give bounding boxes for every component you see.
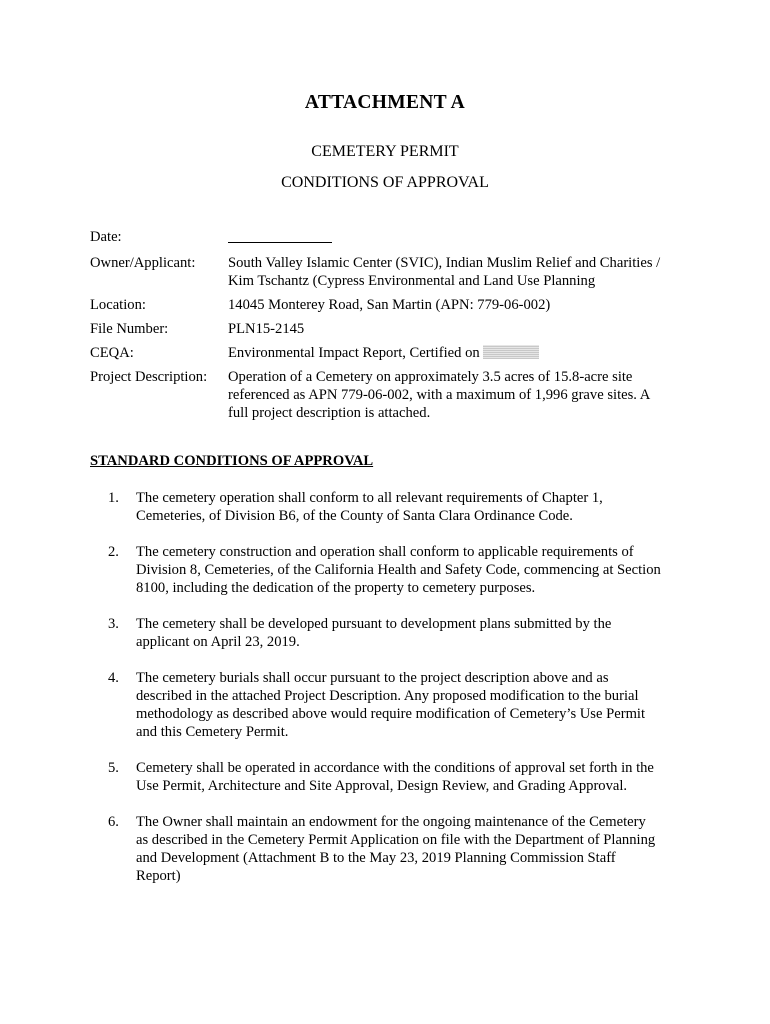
condition-line: The cemetery operation shall conform to all relevant requirements of Chapter 1, [136, 490, 603, 506]
condition-number: 6. [108, 814, 119, 830]
condition-number: 5. [108, 760, 119, 776]
section-heading: STANDARD CONDITIONS OF APPROVAL [90, 453, 374, 469]
ceqa-value: Environmental Impact Report, Certified on [228, 345, 480, 361]
redacted-date-box [483, 345, 539, 359]
owner-row [90, 254, 690, 290]
location-row [90, 296, 690, 314]
file-number-row [90, 320, 690, 338]
condition-line: The Owner shall maintain an endowment for the ongoing maintenance of the Cemetery [136, 814, 646, 830]
condition-number: 1. [108, 490, 119, 506]
condition-item [108, 669, 688, 741]
condition-line: Report) [136, 868, 181, 884]
project-description-line: full project description is attached. [228, 405, 431, 421]
ceqa-row [90, 344, 690, 362]
location-value: 14045 Monterey Road, San Martin (APN: 779-06-002) [228, 297, 551, 313]
condition-number: 2. [108, 544, 119, 560]
owner-label: Owner/Applicant: [90, 255, 196, 271]
location-label: Location: [90, 297, 146, 313]
project-description-line: referenced as APN 779-06-002, with a maximum of 1,996 grave sites. A [228, 387, 651, 403]
project-description-line: Operation of a Cemetery on approximately 3.5 acres of 15.8-acre site [228, 369, 633, 385]
project-description-row [90, 368, 690, 422]
ceqa-label: CEQA: [90, 345, 134, 361]
owner-value-line: South Valley Islamic Center (SVIC), Indian Muslim Relief and Charities / [228, 255, 661, 271]
condition-line: The cemetery shall be developed pursuant to development plans submitted by the [136, 616, 612, 632]
condition-number: 4. [108, 670, 119, 686]
condition-item [108, 543, 688, 597]
document-subtitle-permit: CEMETERY PERMIT [311, 143, 459, 160]
owner-value-line: Kim Tschantz (Cypress Environmental and Land Use Planning [228, 273, 596, 289]
document-subtitle-conditions: CONDITIONS OF APPROVAL [281, 174, 489, 191]
condition-line: and this Cemetery Permit. [136, 724, 289, 740]
condition-line: 8100, including the dedication of the property to cemetery purposes. [136, 580, 536, 596]
condition-text [136, 669, 688, 741]
date-blank-line [228, 228, 332, 243]
condition-item [108, 489, 688, 525]
condition-line: applicant on April 23, 2019. [136, 634, 300, 650]
date-row [90, 228, 690, 248]
condition-line: and Development (Attachment B to the May 23, 2019 Planning Commission Staff [136, 850, 616, 866]
condition-line: as described in the Cemetery Permit Application on file with the Department of Planning [136, 832, 656, 848]
file-number-value: PLN15-2145 [228, 321, 305, 337]
project-description-value [228, 368, 690, 422]
condition-text [136, 813, 688, 885]
condition-item [108, 759, 688, 795]
condition-line: The cemetery burials shall occur pursuant to the project description above and as [136, 670, 609, 686]
project-description-label: Project Description: [90, 369, 208, 385]
condition-text [136, 543, 688, 597]
condition-line: Cemetery shall be operated in accordance with the conditions of approval set forth in the [136, 760, 654, 776]
owner-value [228, 254, 690, 290]
condition-line: The cemetery construction and operation shall conform to applicable requirements of [136, 544, 634, 560]
date-label: Date: [90, 229, 122, 245]
permit-details [90, 228, 690, 428]
condition-line: Cemeteries, of Division B6, of the County of Santa Clara Ordinance Code. [136, 508, 573, 524]
condition-line: described in the attached Project Description. Any proposed modification to the burial [136, 688, 639, 704]
condition-line: Use Permit, Architecture and Site Approval, Design Review, and Grading Approval. [136, 778, 628, 794]
condition-text [136, 759, 688, 795]
condition-item [108, 615, 688, 651]
condition-text [136, 489, 688, 525]
document-title: ATTACHMENT A [304, 92, 466, 113]
condition-line: Division 8, Cemeteries, of the California Health and Safety Code, commencing at Section [136, 562, 661, 578]
condition-item [108, 813, 688, 885]
condition-number: 3. [108, 616, 119, 632]
condition-line: methodology as described above would require modification of Cemetery’s Use Permit [136, 706, 646, 722]
file-number-label: File Number: [90, 321, 169, 337]
conditions-list [108, 489, 688, 903]
condition-text [136, 615, 688, 651]
